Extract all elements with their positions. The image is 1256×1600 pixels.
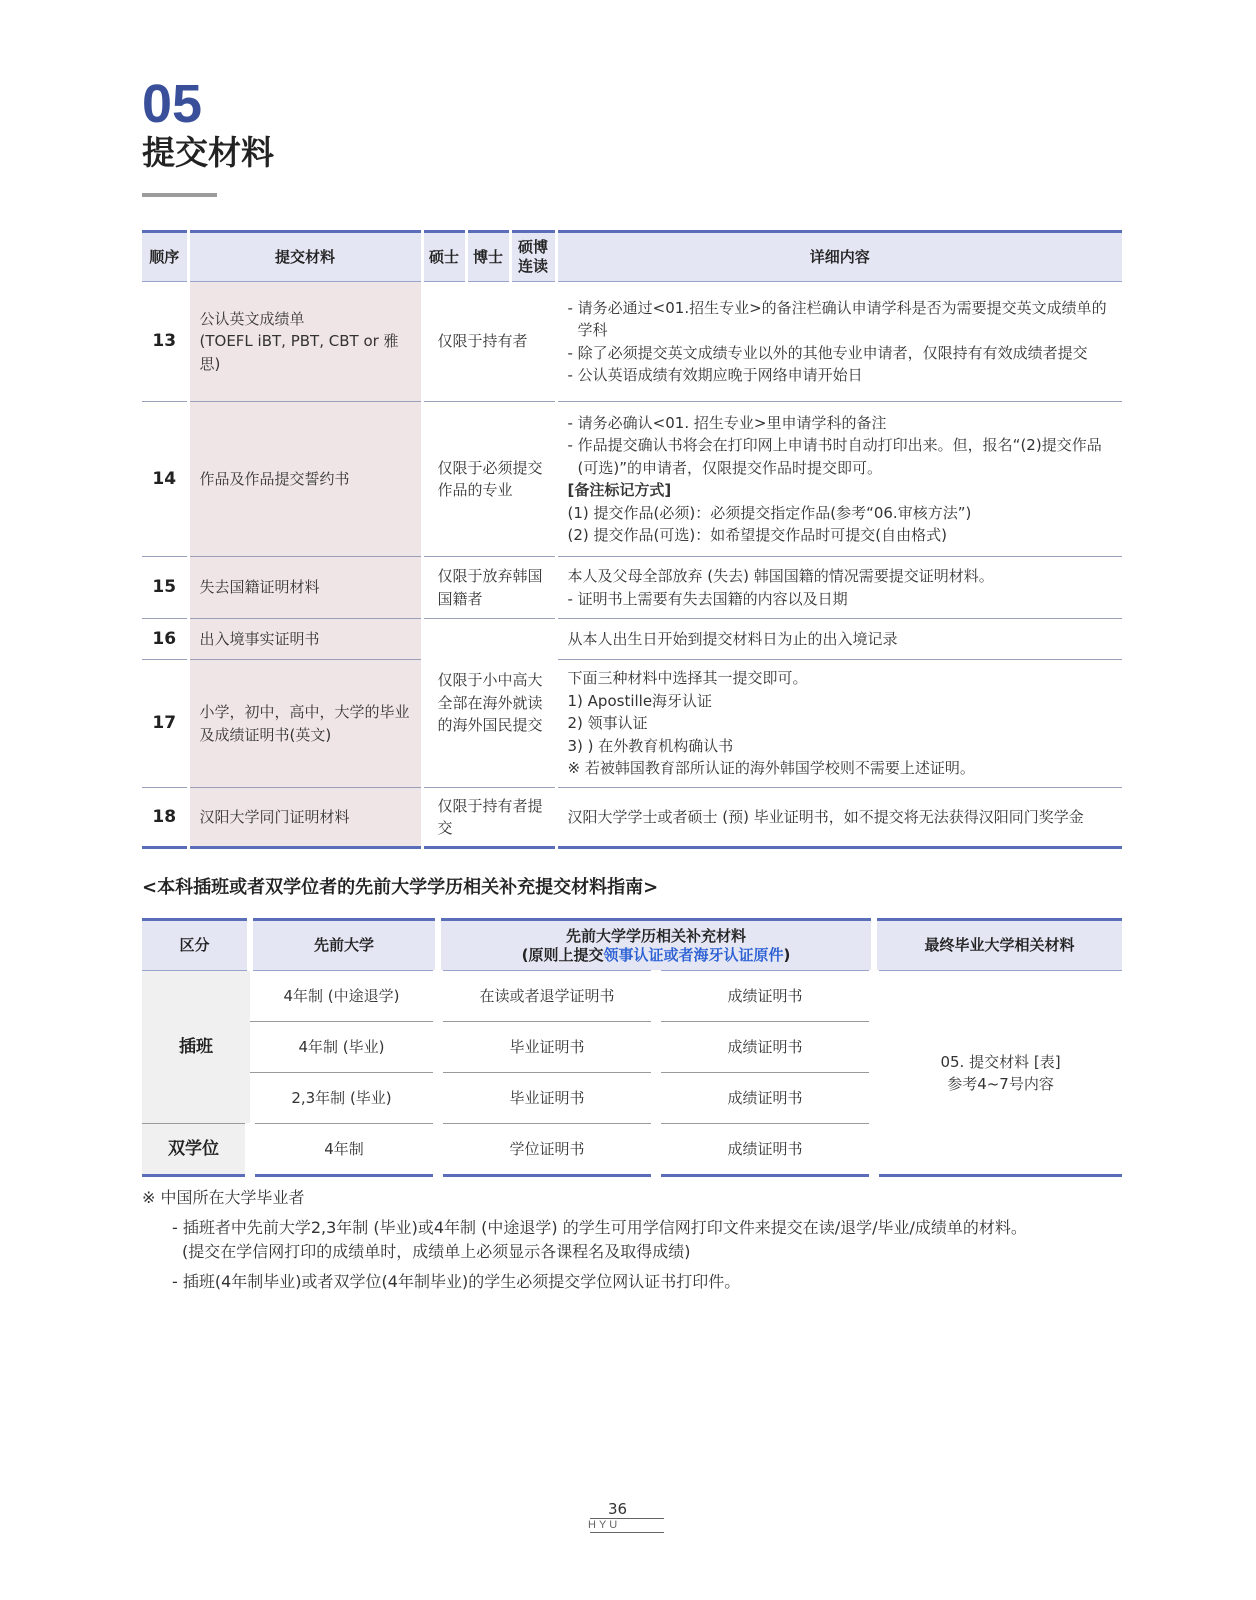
footer-rule <box>590 1532 664 1533</box>
material-name: 出入境事实证明书 <box>188 619 422 660</box>
note-line: (提交在学信网打印的成绩单时，成绩单上必须显示各课程名及取得成绩) <box>182 1242 691 1261</box>
detail-line: 下面三种材料中选择其一提交即可。 <box>567 669 808 688</box>
header-order: 顺序 <box>142 232 188 282</box>
detail-line: - 作品提交确认书将会在打印网上申请书时自动打印出来。但，报名“(2)提交作品(可选)”的申请者，仅限提交作品时提交即可。 <box>567 436 1102 477</box>
header-category: 区分 <box>142 920 250 971</box>
header-combined: 硕博 连读 <box>510 232 556 282</box>
section-title: 提交材料 <box>142 133 274 172</box>
supplementary-doc: 成绩证明书 <box>656 1022 874 1073</box>
table-header-row <box>142 232 1122 282</box>
note-item <box>142 1216 1122 1264</box>
detail-line: - 公认英语成绩有效期应晚于网络申请开始日 <box>567 366 863 384</box>
supplementary-doc: 成绩证明书 <box>656 971 874 1022</box>
material-name: 作品及作品提交誓约书 <box>188 402 422 557</box>
detail-line: - 请务必通过<01.招生专业>的备注栏确认申请学科是否为需要提交英文成绩单的学科 <box>567 298 1107 339</box>
header-master: 硕士 <box>422 232 466 282</box>
group-double: 双学位 <box>142 1124 250 1176</box>
detail-line: - 除了必须提交英文成绩专业以外的其他专业申请者，仅限持有有效成绩者提交 <box>567 343 1088 362</box>
row-number: 15 <box>142 557 188 619</box>
guide-title: <本科插班或者双学位者的先前大学学历相关补充提交材料指南> <box>142 877 659 898</box>
detail-line: 2) 领事认证 <box>567 714 648 733</box>
table-row <box>142 619 1122 660</box>
group-transfer: 插班 <box>142 971 250 1124</box>
detail-line: 汉阳大学学士或者硕士 (预) 毕业证明书，如不提交将无法获得汉阳同门奖学金 <box>567 807 1084 826</box>
detail-line: - 请务必确认<01. 招生专业>里申请学科的备注 <box>567 413 887 432</box>
materials-table <box>142 230 1122 849</box>
detail-cell <box>556 282 1122 402</box>
detail-line: 3) ) 在外教育机构确认书 <box>567 736 734 755</box>
prior-university: 2,3年制 (毕业) <box>291 1089 392 1107</box>
header-supplementary <box>438 920 874 971</box>
material-name: 失去国籍证明材料 <box>188 557 422 619</box>
detail-line: - 证明书上需要有失去国籍的内容以及日期 <box>567 589 848 608</box>
title-underline <box>142 193 217 197</box>
detail-line: 从本人出生日开始到提交材料日为止的出入境记录 <box>567 629 898 648</box>
table-row <box>142 660 1122 788</box>
eligibility: 仅限于持有者 <box>422 282 556 402</box>
footer-brand: HYU <box>588 1519 621 1531</box>
header-supplementary-highlight: 领事认证或者海牙认证原件 <box>603 945 784 964</box>
eligibility: 仅限于持有者提交 <box>437 796 543 837</box>
row-number: 14 <box>142 402 188 557</box>
material-name: 小学，初中，高中，大学的毕业及成绩证明书(英文) <box>188 660 422 788</box>
detail-cell <box>556 619 1122 660</box>
notes-heading: ※ 中国所在大学毕业者 <box>142 1188 305 1207</box>
prior-university: 4年制 <box>250 1124 438 1176</box>
final-university-note <box>874 971 1122 1176</box>
note-line: - 插班(4年制毕业)或者双学位(4年制毕业)的学生必须提交学位网认证书打印件。 <box>172 1272 741 1291</box>
header-final: 最终毕业大学相关材料 <box>874 920 1122 971</box>
detail-line: 1) Apostille海牙认证 <box>567 691 713 710</box>
detail-cell <box>556 402 1122 557</box>
supplementary-doc: 毕业证明书 <box>438 1073 656 1124</box>
prior-university: 4年制 (中途退学) <box>250 971 438 1022</box>
table-header-row <box>142 920 1122 971</box>
detail-line: (1) 提交作品(必须)：必须提交指定作品(参考“06.审核方法”) <box>567 503 972 522</box>
table-row <box>142 971 1122 1022</box>
row-number: 17 <box>142 660 188 788</box>
supplementary-table <box>142 918 1122 1177</box>
eligibility: 仅限于放弃韩国国籍者 <box>422 557 556 619</box>
prior-university: 4年制 (毕业) <box>250 1022 438 1073</box>
row-number: 16 <box>142 619 188 660</box>
detail-line: ※ 若被韩国教育部所认证的海外韩国学校则不需要上述证明。 <box>567 759 975 778</box>
eligibility: 仅限于小中高大全部在海外就读的海外国民提交 <box>422 619 556 788</box>
note-line: - 插班者中先前大学2,3年制 (毕业)或4年制 (中途退学) 的学生可用学信网打印文件来提交在读/退学/毕业/成绩单的材料。 <box>172 1218 1027 1237</box>
page-number: 36 <box>608 1500 628 1518</box>
header-prior-university: 先前大学 <box>250 920 438 971</box>
detail-cell <box>556 557 1122 619</box>
table-row <box>142 402 1122 557</box>
header-supplementary-suffix: ) <box>783 945 791 964</box>
detail-line: 本人及父母全部放弃 (失去) 韩国国籍的情况需要提交证明材料。 <box>567 567 994 585</box>
header-material: 提交材料 <box>188 232 422 282</box>
row-number: 18 <box>152 806 177 827</box>
material-name: 汉阳大学同门证明材料 <box>188 788 422 848</box>
table-row <box>142 788 1122 848</box>
supplementary-doc: 毕业证明书 <box>438 1022 656 1073</box>
supplementary-doc: 学位证明书 <box>438 1124 656 1176</box>
detail-line: [备注标记方式] <box>567 481 672 499</box>
header-detail: 详细内容 <box>556 232 1122 282</box>
supplementary-doc: 成绩证明书 <box>656 1124 874 1176</box>
detail-cell <box>556 660 1122 788</box>
eligibility: 仅限于必须提交作品的专业 <box>422 402 556 557</box>
supplementary-doc: 成绩证明书 <box>656 1073 874 1124</box>
material-name: 公认英文成绩单 (TOEFL iBT, PBT, CBT or 雅思) <box>188 282 422 402</box>
table-row <box>142 282 1122 402</box>
note-item <box>142 1270 1122 1294</box>
header-supplementary-prefix: (原则上提交 <box>521 945 604 964</box>
final-note-line2: 参考4~7号内容 <box>947 1074 1054 1093</box>
detail-cell <box>556 788 1122 848</box>
table-row <box>142 557 1122 619</box>
section-number: 05 <box>142 74 203 134</box>
header-supplementary-line1: 先前大学学历相关补充材料 <box>566 926 747 945</box>
supplementary-doc: 在读或者退学证明书 <box>438 971 656 1022</box>
row-number: 13 <box>142 282 188 402</box>
header-doctor: 博士 <box>466 232 510 282</box>
detail-line: (2) 提交作品(可选)：如希望提交作品时可提交(自由格式) <box>567 526 947 544</box>
notes <box>142 1186 1122 1300</box>
final-note-line1: 05. 提交材料 [表] <box>940 1052 1061 1071</box>
